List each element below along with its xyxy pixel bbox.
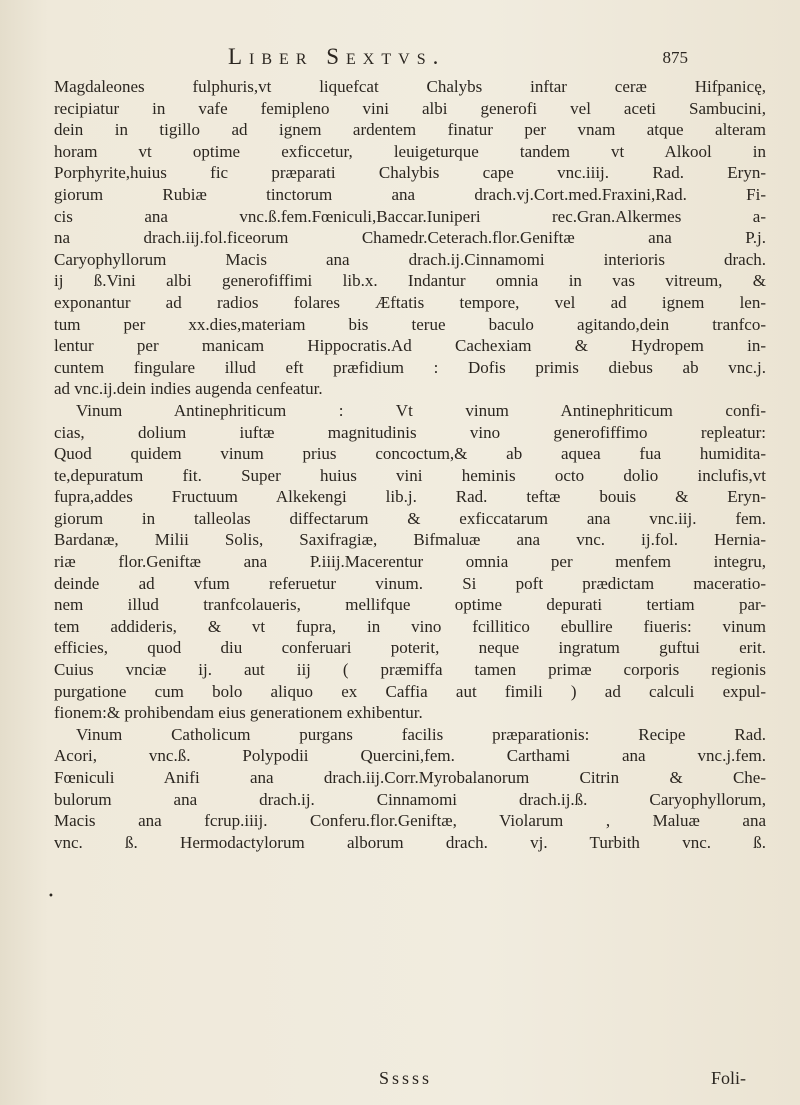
text-line: riæ flor.Geniftæ ana P.iiij.Macerentur omnia per menfem integru, (54, 552, 766, 572)
body-text (54, 76, 766, 853)
text-line: Magdaleones fulphuris,vt liquefcat Chalybs inftar ceræ Hifpanicę, (54, 77, 766, 96)
text-line: cuntem fingulare illud eft præfidium : Dofis primis diebus ab vnc.j. (54, 357, 766, 377)
text-line: bulorum ana drach.ij. Cinnamomi drach.ij.ß. Caryophyllorum, (54, 789, 766, 809)
text-line: deinde ad vfum referuetur vinum. Si poft prædictam maceratio- (54, 573, 766, 593)
text-line: te,depuratum fit. Super huius vini heminis octo dolio inclufis,vt (54, 465, 766, 485)
text-line: giorum Rubiæ tinctorum ana drach.vj.Cort.med.Fraxini,Rad. Fi- (54, 184, 766, 204)
text-line: nem illud tranfcolaueris, mellifque optime depurati tertiam par- (54, 595, 766, 615)
text-line: giorum in talleolas diffectarum & exficcatarum ana vnc.iij. fem. (54, 508, 766, 528)
page-number: 875 (662, 48, 688, 67)
text-line: Bardanæ, Milii Solis, Saxifragiæ, Bifmaluæ ana vnc. ij.fol. Hernia- (54, 530, 766, 550)
text-line: Acori, vnc.ß. Polypodii Quercini,fem. Carthami ana vnc.j.fem. (54, 746, 766, 766)
text-line: fionem:& prohibendam eius generationem exhibentur. (54, 703, 423, 723)
text-line: cis ana vnc.ß.fem.Fœniculi,Baccar.Iuniperi rec.Gran.Alkermes a- (54, 206, 766, 226)
text-line: tum per xx.dies,materiam bis terue baculo agitando,dein tranfco- (54, 314, 766, 334)
running-title: Liber Sextvs. (228, 44, 446, 69)
page-footer (54, 1068, 766, 1092)
text-line: horam vt optime exficcetur, leuigeturque tandem vt Alkool in (54, 141, 766, 161)
page-header (228, 44, 688, 78)
text-line: efficies, quod diu conferuari poterit, neque ingratum guftui erit. (54, 638, 766, 658)
text-line: Vinum Catholicum purgans facilis præparationis: Recipe Rad. (76, 724, 766, 744)
text-line: na drach.iij.fol.ficeorum Chamedr.Ceterach.flor.Geniftæ ana P.j. (54, 228, 766, 248)
text-line: Porphyrite,huius fic præparati Chalybis cape vnc.iiij. Rad. Eryn- (54, 163, 766, 183)
signature-mark: Sssss (379, 1068, 433, 1088)
text-line: Cuius vnciæ ij. aut iij ( præmiffa tamen primæ corporis regionis (54, 660, 766, 680)
text-line: cias, dolium iuftæ magnitudinis vino generofiffimo repleatur: (54, 422, 766, 442)
text-line: dein in tigillo ad ignem ardentem finatur per vnam atque alteram (54, 120, 766, 140)
text-line: purgatione cum bolo aliquo ex Caffia aut fimili ) ad calculi expul- (54, 681, 766, 701)
text-line: Vinum Antinephriticum : Vt vinum Antinephriticum confi- (76, 400, 766, 420)
text-line: Quod quidem vinum prius concoctum,& ab aquea fua humidita- (54, 444, 766, 464)
text-line: vnc. ß. Hermodactylorum alborum drach. vj. Turbith vnc. ß. (54, 832, 766, 852)
text-line: tem addideris, & vt fupra, in vino fcillitico ebullire fiueris: vinum (54, 616, 766, 636)
text-line: ij ß.Vini albi generofiffimi lib.x. Indantur omnia in vas vitreum, & (54, 271, 766, 291)
catchword: Foli- (710, 1068, 746, 1088)
text-line: Caryophyllorum Macis ana drach.ij.Cinnamomi interioris drach. (54, 249, 766, 269)
text-line: exponantur ad radios folares Æftatis tempore, vel ad ignem len- (54, 292, 766, 312)
text-line: lentur per manicam Hippocratis.Ad Cachexiam & Hydropem in- (54, 336, 766, 356)
text-line: fupra,addes Fructuum Alkekengi lib.j. Rad. teftæ bouis & Eryn- (54, 487, 766, 507)
margin-mark: • (48, 891, 54, 902)
text-line: Fœniculi Anifi ana drach.iij.Corr.Myrobalanorum Citrin & Che- (54, 768, 766, 787)
text-line: ad vnc.ij.dein indies augenda cenfeatur. (54, 379, 323, 399)
text-line: recipiatur in vafe femipleno vini albi generofi vel aceti Sambucini, (54, 98, 766, 118)
text-line: Macis ana fcrup.iiij. Conferu.flor.Geniftæ, Violarum , Maluæ ana (54, 811, 766, 831)
